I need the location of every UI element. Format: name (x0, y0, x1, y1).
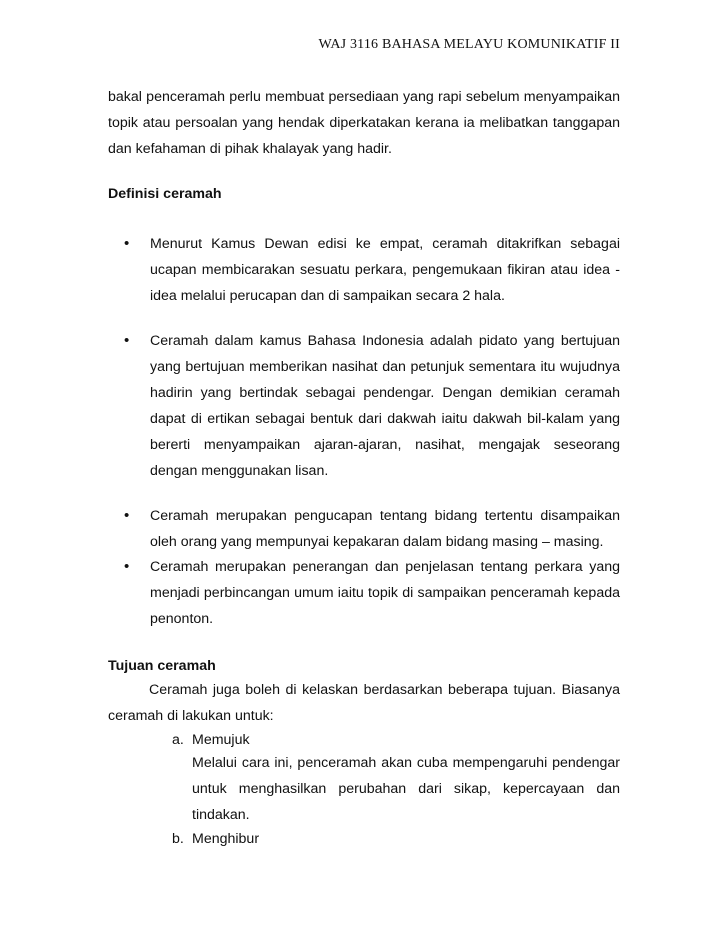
definisi-bullet-4: Ceramah merupakan penerangan dan penjelasan tentang perkara yang menjadi perbincangan umum iaitu topik di sampaikan penceramah kepada penonton. (150, 559, 620, 627)
definisi-bullet-2: Ceramah dalam kamus Bahasa Indonesia adalah pidato yang bertujuan yang bertujuan memberikan nasihat dan petunjuk sementara itu wujudnya hadirin yang bertindak sebagai pendengar. Dengan demikian ceramah dapat di ertikan sebagai bentuk dari dakwah iaitu dakwah bil-kalam yang bererti menyampaikan ajaran-ajaran, nasihat, mengajak seseorang dengan menggunakan lisan. (150, 333, 620, 479)
bullet-icon (124, 231, 132, 239)
list-item-desc-a: Melalui cara ini, penceramah akan cuba mempengaruhi pendengar untuk menghasilkan perubahan dari sikap, kepercayaan dan tindakan. (192, 755, 620, 823)
list-label-b: b. (172, 831, 184, 847)
page-header: WAJ 3116 BAHASA MELAYU KOMUNIKATIF II (318, 37, 620, 52)
definisi-bullet-3: Ceramah merupakan pengucapan tentang bidang tertentu disampaikan oleh orang yang mempunyai kepakaran dalam bidang masing – masing. (150, 508, 620, 550)
bullet-icon (124, 503, 132, 511)
list-item-title-b: Menghibur (192, 831, 260, 847)
heading-definisi: Definisi ceramah (108, 186, 222, 202)
bullet-icon (124, 328, 132, 336)
tujuan-paragraph: Ceramah juga boleh di kelaskan berdasarkan beberapa tujuan. Biasanya ceramah di lakukan untuk: (108, 682, 620, 724)
bullet-icon (124, 554, 132, 562)
list-label-a: a. (172, 732, 184, 748)
list-item-title-a: Memujuk (192, 732, 250, 748)
definisi-bullet-1: Menurut Kamus Dewan edisi ke empat, ceramah ditakrifkan sebagai ucapan membicarakan sesuatu perkara, pengemukaan fikiran atau idea - idea melalui perucapan dan di sampaikan secara 2 hala. (150, 236, 620, 304)
intro-paragraph: bakal penceramah perlu membuat persediaan yang rapi sebelum menyampaikan topik atau persoalan yang hendak diperkatakan kerana ia melibatkan tanggapan dan kefahaman di pihak khalayak yang hadir. (108, 89, 620, 157)
heading-tujuan: Tujuan ceramah (108, 658, 216, 674)
